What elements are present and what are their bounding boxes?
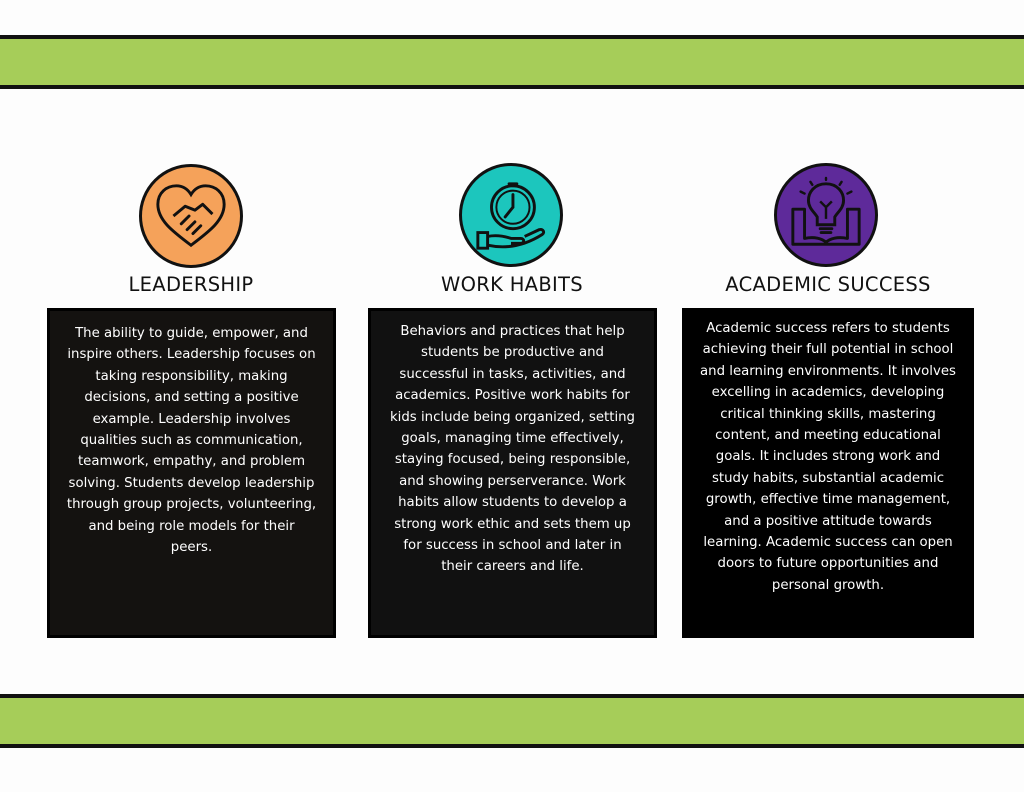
academic-success-heading: ACADEMIC SUCCESS bbox=[725, 273, 931, 296]
work-habits-description-card bbox=[368, 308, 657, 638]
work-habits-heading: WORK HABITS bbox=[441, 273, 583, 296]
leadership-icon-circle bbox=[139, 164, 243, 268]
handshake-heart-icon bbox=[152, 177, 230, 255]
leadership-heading: LEADERSHIP bbox=[128, 273, 254, 296]
bottom-green-band bbox=[0, 694, 1024, 748]
work-habits-description: Behaviors and practices that help students be productive and successful in tasks, activities, and academics. Positive work habits for kids include being organized, setting goals, managing time effectively, staying focused, being responsible, and showing perserverance. Work habits allow students to develop a strong work ethic and sets them up for success in school and later in their careers and life. bbox=[389, 324, 636, 575]
top-green-band bbox=[0, 35, 1024, 89]
work-habits-icon-circle bbox=[459, 163, 563, 267]
leadership-description-card bbox=[47, 308, 336, 638]
academic-success-description: Academic success refers to students achieving their full potential in school and learning environments. It involves excelling in academics, developing critical thinking skills, mastering content, and meeting educational goals. It includes strong work and study habits, substantial academic growth, effective time management, and a positive attitude towards learning. Academic success can open doors to future opportunities and personal growth. bbox=[700, 321, 956, 593]
academic-success-description-card bbox=[682, 308, 974, 638]
lightbulb-book-icon bbox=[787, 176, 865, 254]
clock-in-hand-icon bbox=[472, 176, 550, 254]
leadership-description: The ability to guide, empower, and inspire others. Leadership focuses on taking responsibility, making decisions, and setting a positive example. Leadership involves qualities such as communication, teamwork, empathy, and problem solving. Students develop leadership through group projects, volunteering, and being role models for their peers. bbox=[66, 326, 317, 556]
academic-success-icon-circle bbox=[774, 163, 878, 267]
